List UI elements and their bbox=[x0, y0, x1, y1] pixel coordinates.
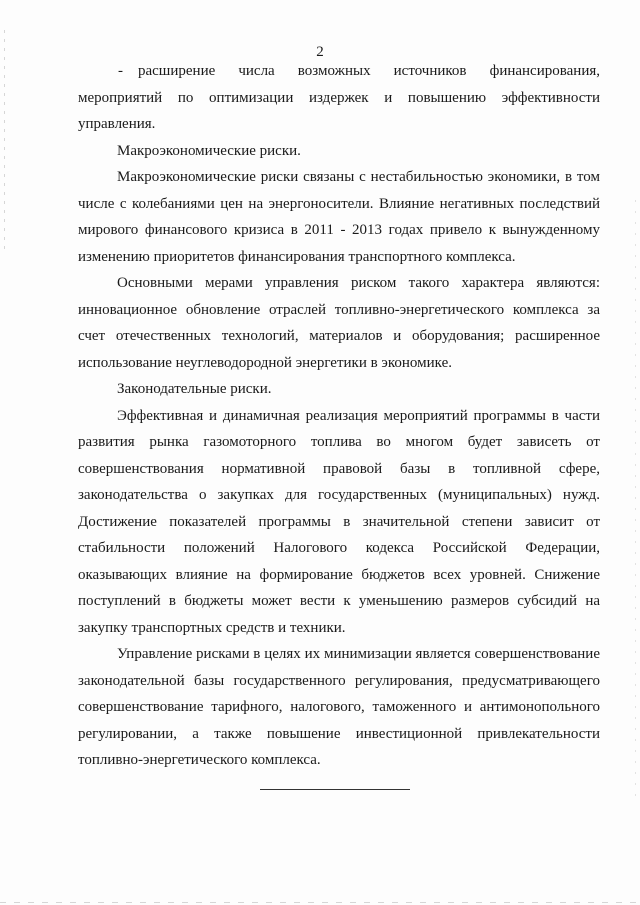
paragraph-macroeconomic-description: Макроэкономические риски связаны с нестабильностью экономики, в том числе с колебаниями цен на энергоносители. Влияние негативных последствий мирового финансового кризиса в 2011 - 2013 годах привело к вынужденному изменению приоритетов финансирования транспортного комплекса. bbox=[78, 169, 600, 265]
end-of-text-rule bbox=[260, 789, 410, 790]
heading-legislative-risks: Законодательные риски. bbox=[117, 381, 272, 397]
paragraph-macroeconomic-measures: Основными мерами управления риском такого характера являются: инновационное обновление отраслей топливно-энергетического комплекса за счет отечественных технологий, материалов и оборудования; расширенное использование неуглеводородной энергетики в экономике. bbox=[78, 275, 600, 371]
scan-edge-bottom bbox=[0, 902, 640, 903]
scan-edge-right bbox=[635, 200, 636, 800]
paragraph-legislative-description: Эффективная и динамичная реализация мероприятий программы в части развития рынка газомоторного топлива во многом будет зависеть от совершенствования нормативной правовой базы в топливной сфере, законодательства о закупках для государственных (муниципальных) нужд. Достижение показателей программы в значительной степени зависит от стабильности положений Налогового кодекса Российской Федерации, оказывающих влияние на формирование бюджетов всех уровней. Снижение поступлений в бюджеты может вести к уменьшению размеров субсидий на закупку транспортных средств и техники. bbox=[78, 407, 600, 636]
body-text bbox=[78, 58, 600, 774]
heading-macroeconomic-risks: Макроэкономические риски. bbox=[117, 142, 301, 159]
page-number: 2 bbox=[316, 44, 324, 60]
paragraph-risk-management: Управление рисками в целях их минимизации является совершенствование законодательной базы государственного регулирования, предусматривающего совершенствование тарифного, налогового, таможенного и антимонопольного регулировании, а также повышение инвестиционной привлекательности топливно-энергетического комплекса. bbox=[78, 646, 600, 768]
list-item-financing: - расширение числа возможных источников финансирования, мероприятий по оптимизации издержек и повышению эффективности управления. bbox=[78, 63, 600, 132]
scan-edge-left bbox=[4, 30, 5, 250]
